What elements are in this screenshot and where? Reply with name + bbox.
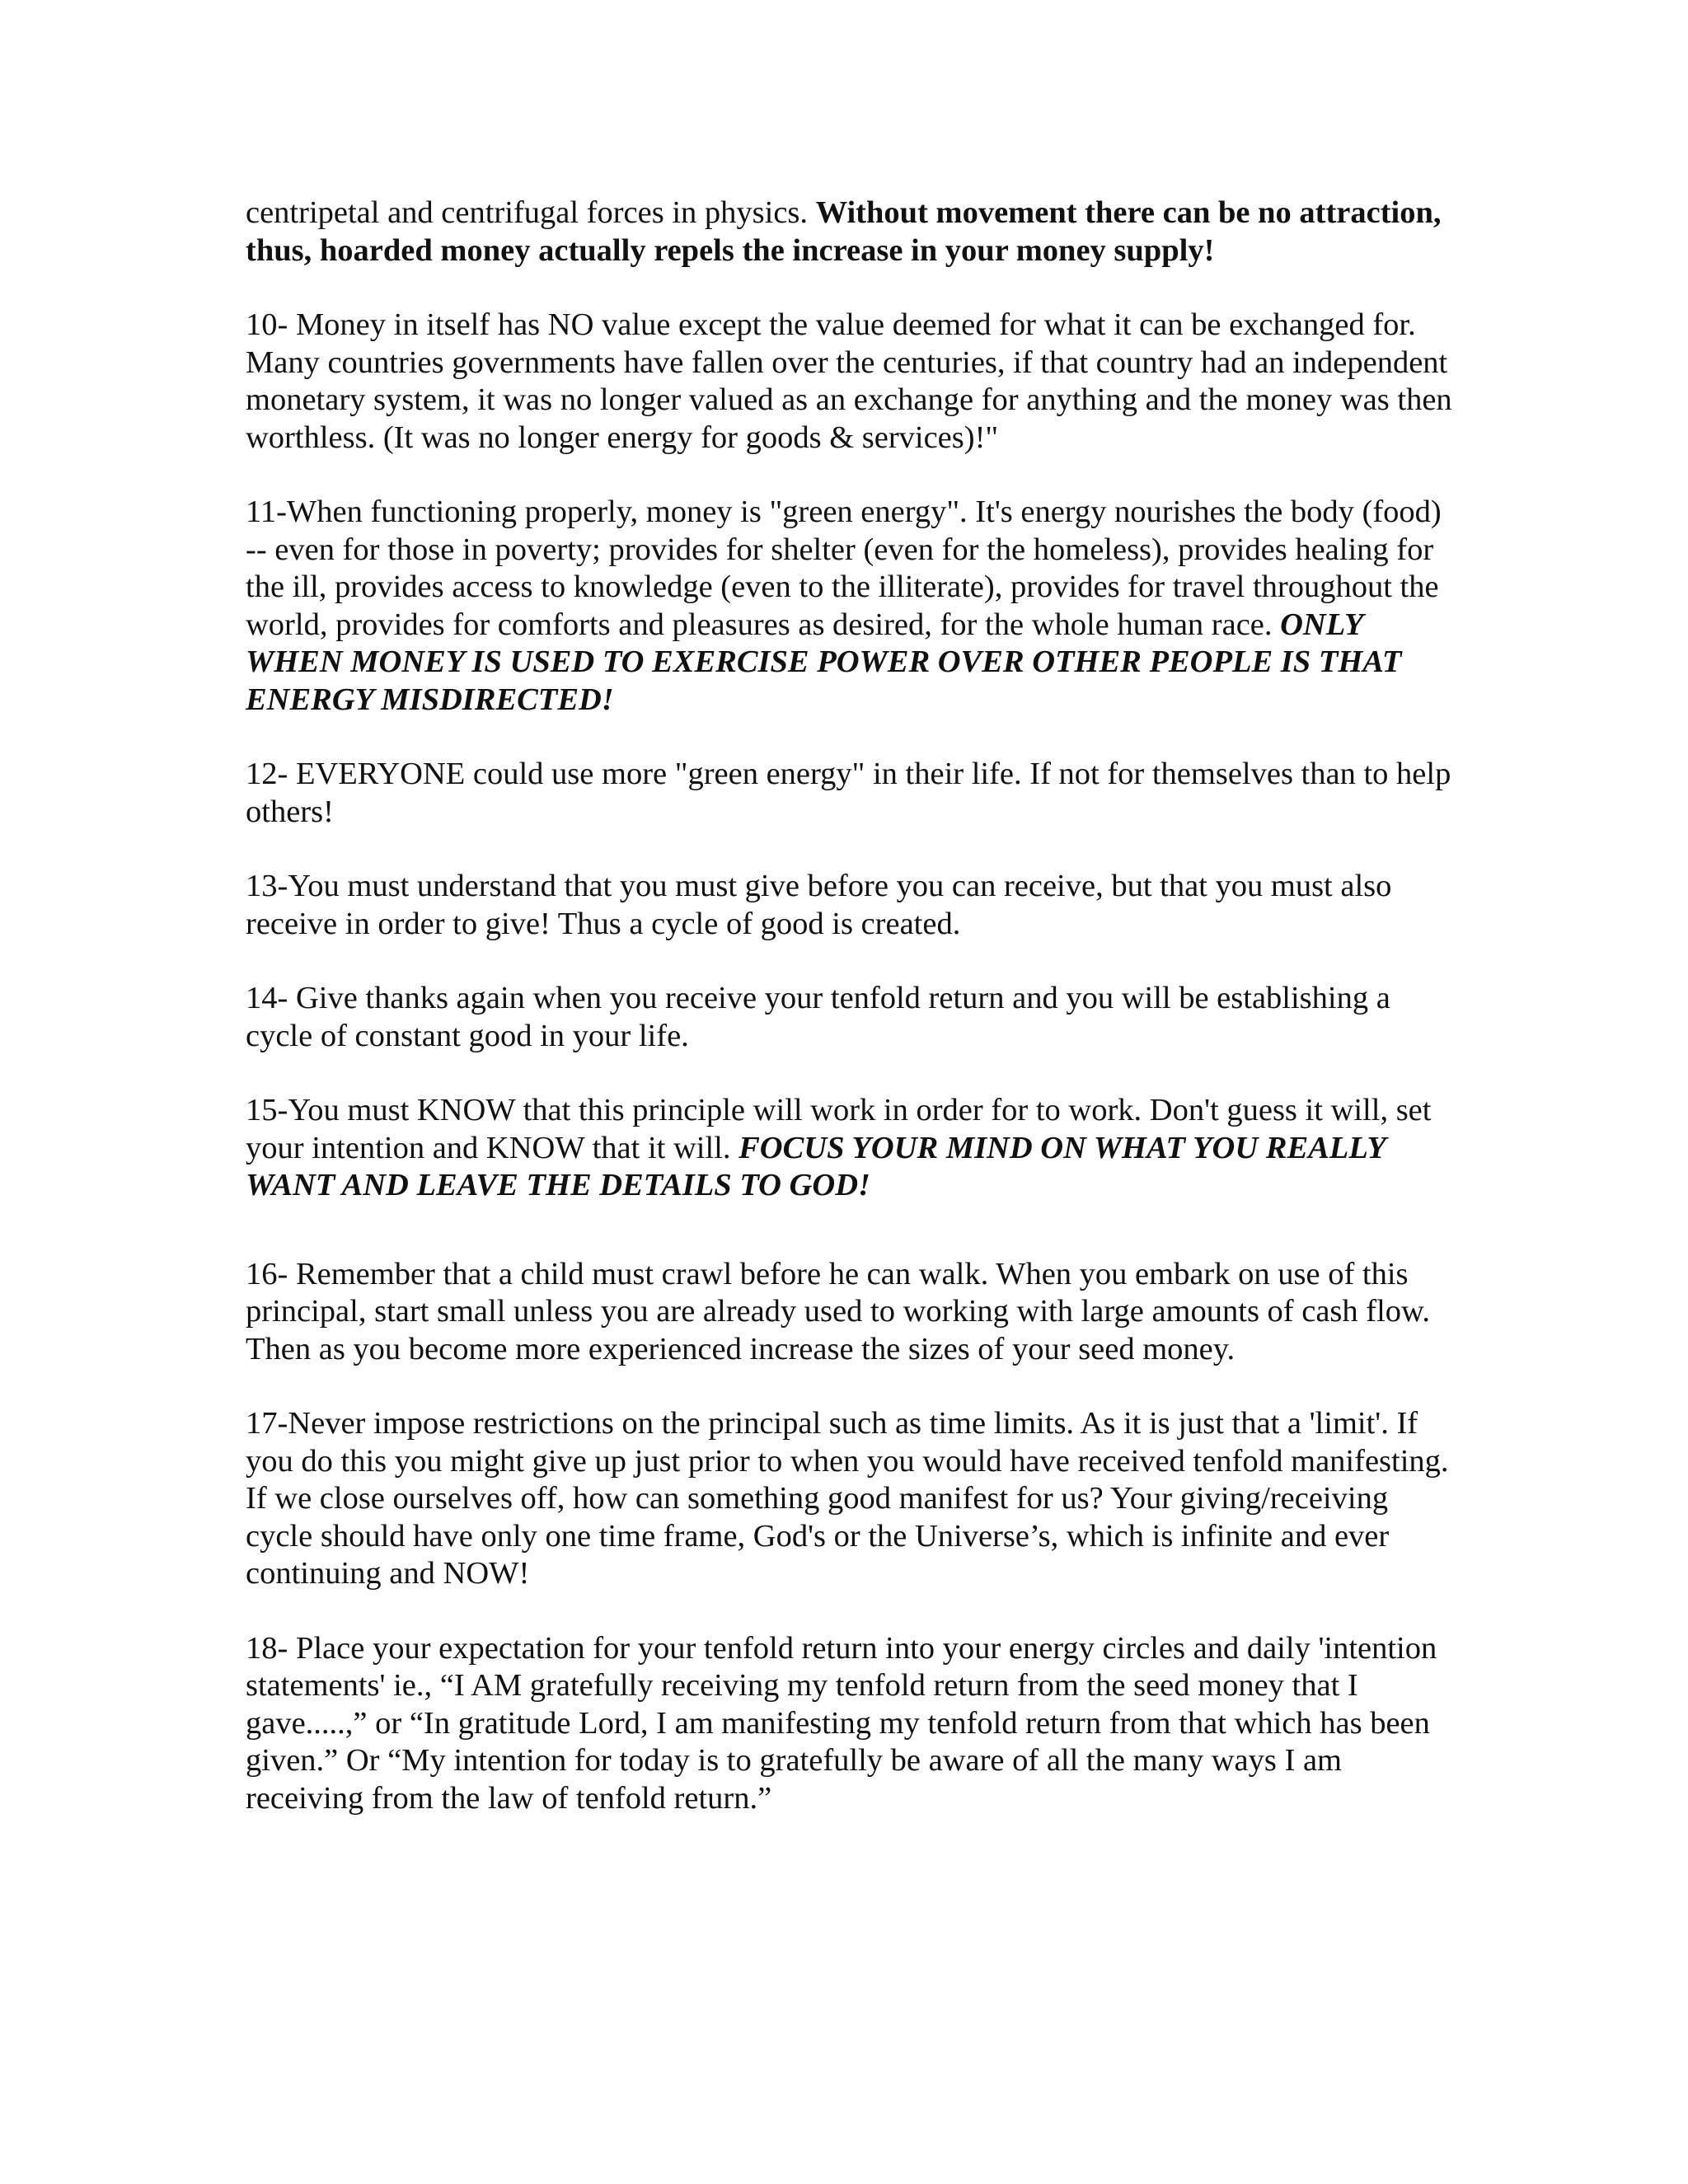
paragraph-13 bbox=[246, 868, 1457, 943]
document-body bbox=[246, 194, 1457, 1854]
paragraph-continuation bbox=[246, 194, 1457, 269]
paragraph-text: 14- Give thanks again when you receive your tenfold return and you will be establishing a cycle of constant good in your life. bbox=[246, 981, 1390, 1053]
paragraph-text: 15-You must KNOW that this principle will work in order for to work. Don't guess it will, set your intention and KNOW that it will. bbox=[246, 1093, 1432, 1165]
paragraph-18 bbox=[246, 1630, 1457, 1818]
paragraph-17 bbox=[246, 1405, 1457, 1593]
paragraph-text: 13-You must understand that you must give before you can receive, but that you must also receive in order to give! Thus a cycle of good is created. bbox=[246, 869, 1392, 941]
paragraph-text: 12- EVERYONE could use more "green energy" in their life. If not for themselves than to help others! bbox=[246, 757, 1451, 829]
paragraph-12 bbox=[246, 756, 1457, 831]
paragraph-10 bbox=[246, 307, 1457, 457]
bold-emphasis-text: Without movement there can be no attraction, thus, hoarded money actually repels the increase in your money supply! bbox=[246, 195, 1442, 268]
paragraph-text: centripetal and centrifugal forces in physics. bbox=[246, 195, 816, 230]
paragraph-text: 10- Money in itself has NO value except the value deemed for what it can be exchanged for. Many countries governments have fallen over the centuries, if that country had an independent monetary system, it was no longer valued as an exchange for anything and the money was then worthless. (It was no longer energy for goods & services)!" bbox=[246, 307, 1452, 455]
bold-italic-emphasis-text: ONLY WHEN MONEY IS USED TO EXERCISE POWER OVER OTHER PEOPLE IS THAT ENERGY MISDIRECTED! bbox=[246, 607, 1402, 717]
paragraph-text: 18- Place your expectation for your tenfold return into your energy circles and daily 'intention statements' ie., “I AM gratefully receiving my tenfold return from the seed money that I gave.....,” or “In gratitude Lord, I am manifesting my tenfold return from that which has been given.” Or “My intention for today is to gratefully be aware of all the many ways I am receiving from the law of tenfold return.” bbox=[246, 1630, 1437, 1816]
bold-italic-emphasis-text: FOCUS YOUR MIND ON WHAT YOU REALLY WANT AND LEAVE THE DETAILS TO GOD! bbox=[246, 1130, 1386, 1202]
paragraph-11 bbox=[246, 494, 1457, 719]
paragraph-14 bbox=[246, 980, 1457, 1055]
paragraph-text: 16- Remember that a child must crawl before he can walk. When you embark on use of this principal, start small unless you are already used to working with large amounts of cash flow. Then as you become more experienced increase the sizes of your seed money. bbox=[246, 1256, 1430, 1366]
paragraph-16 bbox=[246, 1256, 1457, 1369]
paragraph-15 bbox=[246, 1092, 1457, 1205]
paragraph-text: 11-When functioning properly, money is "green energy". It's energy nourishes the body (food) -- even for those in poverty; provides for shelter (even for the homeless), provides healing for the ill, provides access to knowledge (even to the illiterate), provides for travel throughout the world, provides for comforts and pleasures as desired, for the whole human race. bbox=[246, 494, 1442, 642]
paragraph-text: 17-Never impose restrictions on the principal such as time limits. As it is just that a 'limit'. If you do this you might give up just prior to when you would have received tenfold manifesting. If we close ourselves off, how can something good manifest for us? Your giving/receiving cycle should have only one time frame, God's or the Universe’s, which is infinite and ever continuing and NOW! bbox=[246, 1406, 1449, 1591]
